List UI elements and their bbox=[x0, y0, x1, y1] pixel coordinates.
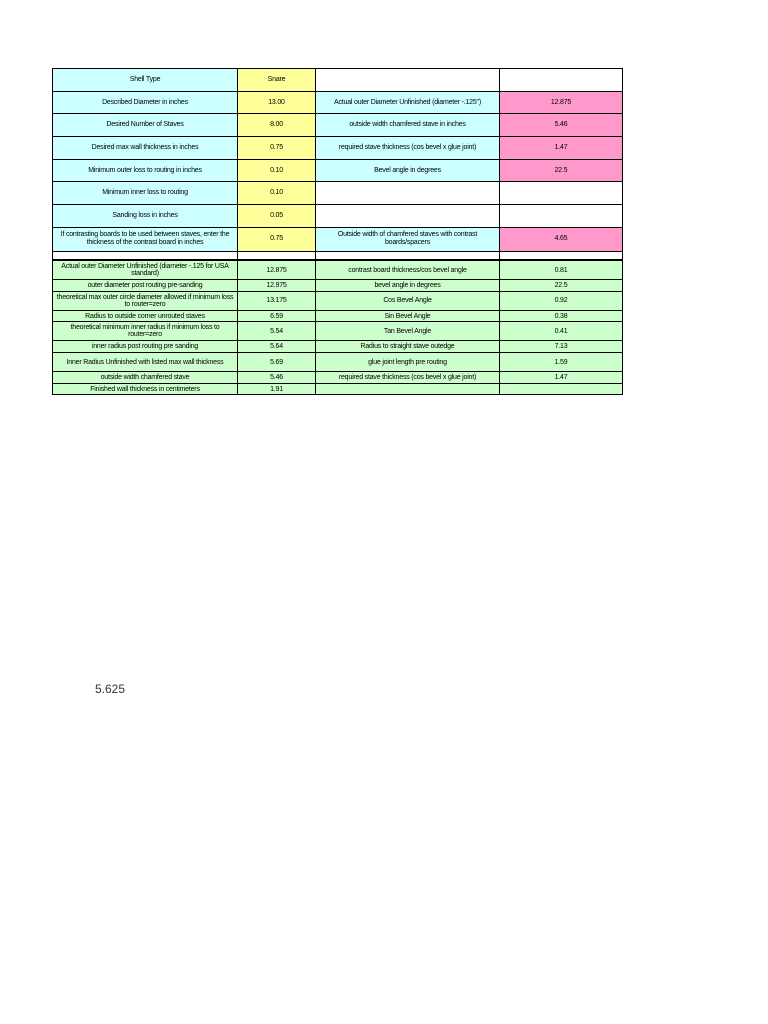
calc-label: Cos Bevel Angle bbox=[316, 291, 500, 310]
calc-value[interactable]: 12.875 bbox=[238, 261, 316, 280]
separator-row bbox=[53, 251, 623, 259]
calc-value[interactable]: 5.46 bbox=[238, 372, 316, 384]
table-row bbox=[53, 341, 623, 353]
calc-value[interactable]: 0.38 bbox=[500, 310, 623, 322]
calc-value[interactable]: 6.59 bbox=[238, 310, 316, 322]
table-row bbox=[53, 114, 623, 137]
input-label: Shell Type bbox=[53, 69, 238, 92]
output-cell[interactable] bbox=[500, 69, 623, 92]
table-row bbox=[53, 322, 623, 341]
input-label: If contrasting boards to be used between staves, enter the thickness of the contrast board in inches bbox=[53, 227, 238, 251]
output-cell[interactable] bbox=[500, 205, 623, 228]
input-label: Minimum outer loss to routing in inches bbox=[53, 159, 238, 182]
calc-label: Finished wall thickness in centimeters bbox=[53, 383, 238, 395]
output-cell[interactable]: 4.65 bbox=[500, 227, 623, 251]
calc-label: contrast board thickness/cos bevel angle bbox=[316, 261, 500, 280]
table-row bbox=[53, 69, 623, 92]
calc-label: Radius to straight stave outedge bbox=[316, 341, 500, 353]
table-row bbox=[53, 353, 623, 372]
loose-cell-value: 5.625 bbox=[95, 682, 126, 696]
calc-label: Inner Radius Unfinished with listed max wall thickness bbox=[53, 353, 238, 372]
empty-cell bbox=[500, 251, 623, 259]
output-cell[interactable]: 12.875 bbox=[500, 91, 623, 114]
input-table bbox=[52, 68, 623, 260]
calc-value[interactable]: 0.92 bbox=[500, 291, 623, 310]
table-row bbox=[53, 227, 623, 251]
input-label: Desired max wall thickness in inches bbox=[53, 137, 238, 160]
calc-label: Sin Bevel Angle bbox=[316, 310, 500, 322]
input-cell[interactable]: 0.75 bbox=[238, 227, 316, 251]
calc-value[interactable]: 12.975 bbox=[238, 280, 316, 292]
table-row bbox=[53, 205, 623, 228]
input-cell[interactable]: 8.00 bbox=[238, 114, 316, 137]
calc-label: Radius to outside corner unrouted staves bbox=[53, 310, 238, 322]
table-row bbox=[53, 159, 623, 182]
calc-value[interactable]: 1.91 bbox=[238, 383, 316, 395]
calc-value[interactable]: 0.41 bbox=[500, 322, 623, 341]
calc-label: outside width chamfered stave bbox=[53, 372, 238, 384]
calc-label: required stave thickness (cos bevel x glue joint) bbox=[316, 372, 500, 384]
input-cell[interactable]: 0.75 bbox=[238, 137, 316, 160]
output-label: outside width chamfered stave in inches bbox=[316, 114, 500, 137]
output-cell[interactable]: 1.47 bbox=[500, 137, 623, 160]
output-cell[interactable]: 22.5 bbox=[500, 159, 623, 182]
output-label: required stave thickness (cos bevel x glue joint) bbox=[316, 137, 500, 160]
output-label bbox=[316, 205, 500, 228]
table-row bbox=[53, 372, 623, 384]
output-label: Bevel angle in degrees bbox=[316, 159, 500, 182]
calc-label: Actual outer Diameter Unfinished (diameter -.125 for USA standard) bbox=[53, 261, 238, 280]
output-label: Outside width of chamfered staves with contrast boards/spacers bbox=[316, 227, 500, 251]
table-row bbox=[53, 261, 623, 280]
calc-label: bevel angle in degrees bbox=[316, 280, 500, 292]
calculation-table bbox=[52, 260, 623, 395]
output-cell[interactable] bbox=[500, 182, 623, 205]
output-label bbox=[316, 182, 500, 205]
table-row bbox=[53, 91, 623, 114]
input-label: Minimum inner loss to routing bbox=[53, 182, 238, 205]
table-row bbox=[53, 383, 623, 395]
calc-value[interactable]: 1.59 bbox=[500, 353, 623, 372]
input-cell[interactable]: 13.00 bbox=[238, 91, 316, 114]
calc-value[interactable]: 7.13 bbox=[500, 341, 623, 353]
calc-label bbox=[316, 383, 500, 395]
output-label: Actual outer Diameter Unfinished (diameter -.125") bbox=[316, 91, 500, 114]
input-label: Described Diameter in inches bbox=[53, 91, 238, 114]
empty-cell bbox=[238, 251, 316, 259]
input-cell[interactable]: 0.05 bbox=[238, 205, 316, 228]
calc-label: inner radius post routing pre sanding bbox=[53, 341, 238, 353]
empty-cell bbox=[316, 251, 500, 259]
output-label bbox=[316, 69, 500, 92]
calc-label: glue joint length pre routing bbox=[316, 353, 500, 372]
table-row bbox=[53, 280, 623, 292]
calc-value[interactable]: 5.64 bbox=[238, 341, 316, 353]
table-row bbox=[53, 291, 623, 310]
calc-value[interactable]: 5.54 bbox=[238, 322, 316, 341]
calc-value[interactable]: 5.69 bbox=[238, 353, 316, 372]
input-cell[interactable]: Snare bbox=[238, 69, 316, 92]
calc-value[interactable] bbox=[500, 383, 623, 395]
calc-value[interactable]: 22.5 bbox=[500, 280, 623, 292]
calc-label: theoretical minimum inner radius if minimum loss to router=zero bbox=[53, 322, 238, 341]
empty-cell bbox=[53, 251, 238, 259]
calc-label: outer diameter post routing pre-sanding bbox=[53, 280, 238, 292]
table-row bbox=[53, 137, 623, 160]
table-row bbox=[53, 182, 623, 205]
calc-value[interactable]: 13.175 bbox=[238, 291, 316, 310]
output-cell[interactable]: 5.46 bbox=[500, 114, 623, 137]
calc-label: theoretical max outer circle diameter allowed if minimum loss to router=zero bbox=[53, 291, 238, 310]
calc-value[interactable]: 0.81 bbox=[500, 261, 623, 280]
table-row bbox=[53, 310, 623, 322]
calc-value[interactable]: 1.47 bbox=[500, 372, 623, 384]
input-cell[interactable]: 0.10 bbox=[238, 159, 316, 182]
input-cell[interactable]: 0.10 bbox=[238, 182, 316, 205]
calc-label: Tan Bevel Angle bbox=[316, 322, 500, 341]
input-label: Desired Number of Staves bbox=[53, 114, 238, 137]
input-label: Sanding loss in inches bbox=[53, 205, 238, 228]
